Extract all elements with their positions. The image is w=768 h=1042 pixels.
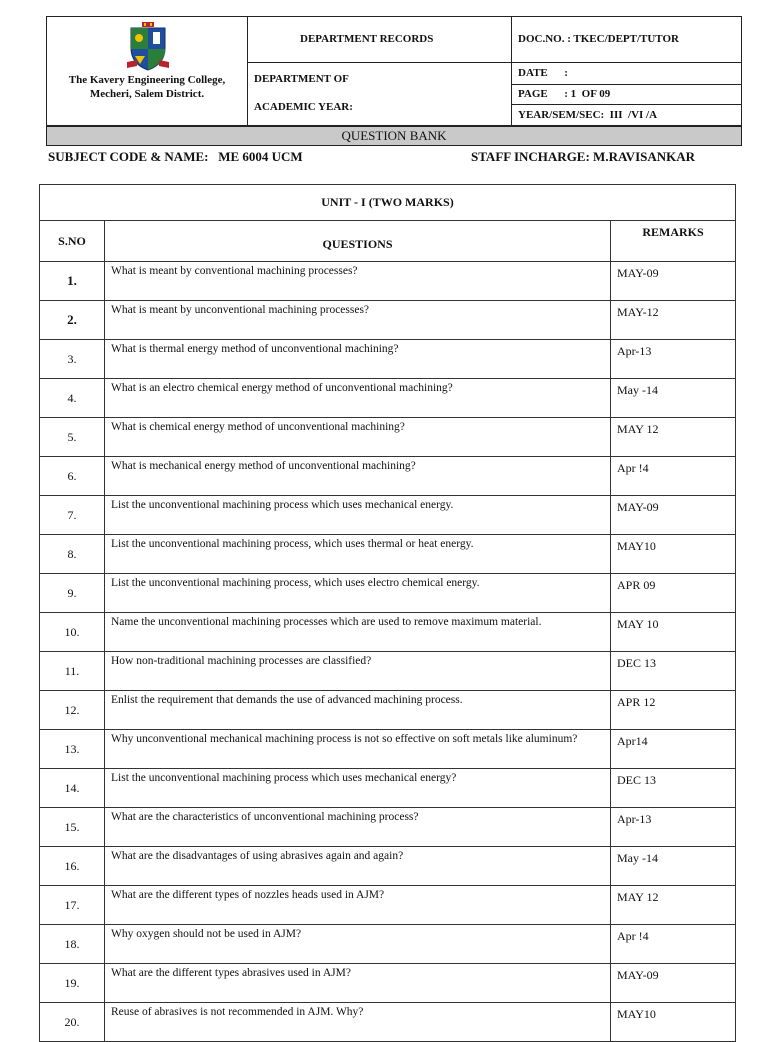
question-remark: APR 12 <box>611 691 736 730</box>
table-row <box>40 886 736 925</box>
question-number: 6. <box>40 457 105 496</box>
table-row <box>40 808 736 847</box>
question-text: List the unconventional machining process, which uses electro chemical energy. <box>105 574 611 613</box>
academic-year-label: ACADEMIC YEAR: <box>254 101 353 113</box>
table-row <box>40 652 736 691</box>
header-divider <box>511 17 512 125</box>
question-number: 13. <box>40 730 105 769</box>
question-remark: Apr !4 <box>611 457 736 496</box>
question-number: 18. <box>40 925 105 964</box>
records-title: DEPARTMENT RECORDS <box>300 33 434 45</box>
question-text: What is an electro chemical energy method of unconventional machining? <box>105 379 611 418</box>
question-number: 7. <box>40 496 105 535</box>
table-row <box>40 925 736 964</box>
table-row <box>40 418 736 457</box>
table-row <box>40 769 736 808</box>
date-field: DATE : <box>518 67 568 79</box>
question-number: 8. <box>40 535 105 574</box>
subject-code-name: SUBJECT CODE & NAME: ME 6004 UCM <box>48 149 303 164</box>
question-remark: MAY-12 <box>611 301 736 340</box>
question-remark: MAY 12 <box>611 418 736 457</box>
table-row <box>40 379 736 418</box>
question-text: What are the different types of nozzles heads used in AJM? <box>105 886 611 925</box>
question-remark: APR 09 <box>611 574 736 613</box>
question-number: 10. <box>40 613 105 652</box>
doc-number: DOC.NO. : TKEC/DEPT/TUTOR <box>518 33 679 45</box>
question-remark: Apr14 <box>611 730 736 769</box>
question-remark: Apr !4 <box>611 925 736 964</box>
table-header-row <box>40 221 736 262</box>
column-header-sno: S.NO <box>40 221 105 262</box>
table-row <box>40 496 736 535</box>
department-label: DEPARTMENT OF <box>254 73 349 85</box>
question-number: 16. <box>40 847 105 886</box>
year-sem-sec-field: YEAR/SEM/SEC: III /VI /A <box>518 109 658 121</box>
question-number: 20. <box>40 1003 105 1042</box>
staff-incharge: STAFF INCHARGE: M.RAVISANKAR <box>471 149 696 164</box>
header-divider <box>511 84 741 85</box>
question-remark: Apr-13 <box>611 340 736 379</box>
question-remark: MAY-09 <box>611 262 736 301</box>
table-row <box>40 613 736 652</box>
question-number: 1. <box>40 262 105 301</box>
table-row <box>40 457 736 496</box>
question-remark: MAY-09 <box>611 496 736 535</box>
table-row <box>40 691 736 730</box>
question-number: 12. <box>40 691 105 730</box>
page-field: PAGE : 1 OF 09 <box>518 88 611 100</box>
question-remark: Apr-13 <box>611 808 736 847</box>
question-text: What is meant by conventional machining processes? <box>105 262 611 301</box>
question-text: Reuse of abrasives is not recommended in AJM. Why? <box>105 1003 611 1042</box>
question-text: Why oxygen should not be used in AJM? <box>105 925 611 964</box>
question-text: Name the unconventional machining processes which are used to remove maximum material. <box>105 613 611 652</box>
question-text: What is thermal energy method of unconventional machining? <box>105 340 611 379</box>
question-number: 19. <box>40 964 105 1003</box>
header-divider <box>511 104 741 105</box>
question-remark: May -14 <box>611 847 736 886</box>
question-text: How non-traditional machining processes are classified? <box>105 652 611 691</box>
question-remark: MAY 10 <box>611 613 736 652</box>
question-text: What are the characteristics of unconventional machining process? <box>105 808 611 847</box>
unit-title: UNIT - I (TWO MARKS) <box>40 185 736 221</box>
table-row <box>40 730 736 769</box>
question-bank-banner: QUESTION BANK <box>46 126 742 146</box>
header-divider <box>247 62 741 63</box>
question-text: What is meant by unconventional machining processes? <box>105 301 611 340</box>
table-row <box>40 340 736 379</box>
question-number: 5. <box>40 418 105 457</box>
question-text: What are the disadvantages of using abrasives again and again? <box>105 847 611 886</box>
question-text: Enlist the requirement that demands the use of advanced machining process. <box>105 691 611 730</box>
table-row <box>40 1003 736 1042</box>
question-number: 17. <box>40 886 105 925</box>
table-row <box>40 964 736 1003</box>
question-text: List the unconventional machining process which uses mechanical energy. <box>105 496 611 535</box>
question-number: 14. <box>40 769 105 808</box>
college-location: Mecheri, Salem District. <box>89 88 205 100</box>
question-remark: DEC 13 <box>611 769 736 808</box>
table-row <box>40 847 736 886</box>
document-header <box>46 16 742 126</box>
question-number: 4. <box>40 379 105 418</box>
question-text: What are the different types abrasives used in AJM? <box>105 964 611 1003</box>
column-header-remarks: REMARKS <box>611 221 736 262</box>
question-number: 11. <box>40 652 105 691</box>
table-row <box>40 262 736 301</box>
question-text: Why unconventional mechanical machining process is not so effective on soft metals like aluminum? <box>105 730 611 769</box>
question-table <box>39 184 736 1042</box>
college-crest-logo <box>125 22 171 72</box>
question-number: 15. <box>40 808 105 847</box>
table-row <box>40 535 736 574</box>
table-row <box>40 301 736 340</box>
question-remark: May -14 <box>611 379 736 418</box>
header-divider <box>247 17 248 125</box>
question-remark: MAY 12 <box>611 886 736 925</box>
question-number: 2. <box>40 301 105 340</box>
unit-title-row <box>40 185 736 221</box>
column-header-questions: QUESTIONS <box>105 221 611 262</box>
question-number: 9. <box>40 574 105 613</box>
question-remark: MAY10 <box>611 1003 736 1042</box>
question-text: List the unconventional machining process, which uses thermal or heat energy. <box>105 535 611 574</box>
college-identity <box>47 17 247 125</box>
question-text: What is mechanical energy method of unconventional machining? <box>105 457 611 496</box>
question-remark: MAY10 <box>611 535 736 574</box>
table-row <box>40 574 736 613</box>
question-remark: MAY-09 <box>611 964 736 1003</box>
question-text: List the unconventional machining process which uses mechanical energy? <box>105 769 611 808</box>
question-text: What is chemical energy method of unconventional machining? <box>105 418 611 457</box>
college-name: The Kavery Engineering College, <box>68 74 226 86</box>
question-remark: DEC 13 <box>611 652 736 691</box>
question-number: 3. <box>40 340 105 379</box>
